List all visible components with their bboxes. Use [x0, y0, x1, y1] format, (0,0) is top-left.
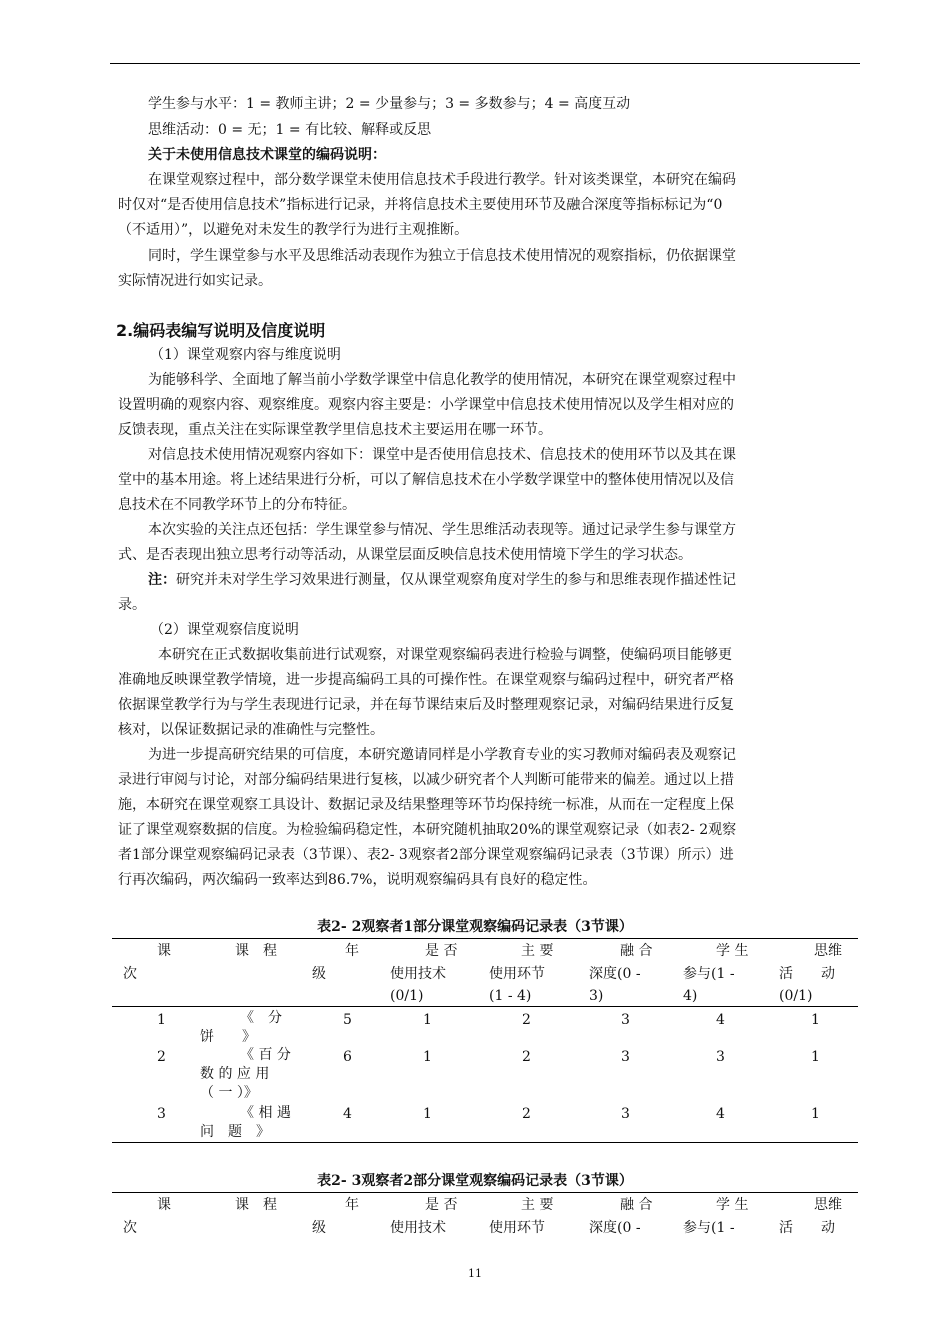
paragraph-line: 者1部分课堂观察编码记录表（3节课）、表2- 3观察者2部分课堂观察编码记录表（3节课）所示）进: [118, 847, 734, 863]
table2-header: 次: [123, 1220, 137, 1236]
paragraph-line: 施，本研究在课堂观察工具设计、数据记录及结果整理等环节均保持统一标准，从而在一定程度上保: [118, 797, 734, 813]
paragraph-line: 反馈表现，重点关注在实际课堂教学里信息技术主要运用在哪一环节。: [118, 422, 552, 438]
note-label: 注：: [148, 572, 176, 588]
table1-header: 年: [345, 943, 359, 959]
table-cell-stage: 2: [522, 1106, 531, 1122]
paragraph-line: 为进一步提高研究结果的可信度，本研究邀请同样是小学教育专业的实习教师对编码表及观察记: [148, 747, 736, 763]
paragraph-line: 同时，学生课堂参与水平及思维活动表现作为独立于信息技术使用情况的观察指标，仍依据课堂: [148, 248, 736, 264]
table-cell-stage: 2: [522, 1012, 531, 1028]
table1-header: 活 动: [779, 966, 835, 982]
header-rule: [110, 63, 860, 64]
paragraph-line: 本研究在正式数据收集前进行试观察，对课堂观察编码表进行检验与调整，使编码项目能够更: [158, 647, 732, 663]
table-cell-tech: 1: [423, 1106, 432, 1122]
table2-header: 思维: [814, 1197, 842, 1213]
table1-header: 思维: [814, 943, 842, 959]
table1-header: 4): [683, 988, 698, 1004]
table1-header: 学 生: [716, 943, 749, 959]
paragraph-line: 录。: [118, 597, 146, 613]
table-cell-course: 问 题 》: [200, 1124, 270, 1140]
table1-header: 融 合: [620, 943, 653, 959]
table1-header: (0/1): [779, 988, 813, 1004]
table-cell-no: 2: [157, 1049, 166, 1065]
table-cell-part: 4: [716, 1012, 725, 1028]
table2-header: 融 合: [620, 1197, 653, 1213]
table1-header: 3): [589, 988, 604, 1004]
subsection-title: （1）课堂观察内容与维度说明: [150, 347, 341, 363]
table2-header: 深度(0 -: [589, 1220, 641, 1236]
table2-header: 主 要: [521, 1197, 554, 1213]
paragraph-line: 息技术在不同教学环节上的分布特征。: [118, 497, 356, 513]
paragraph-line: 本次实验的关注点还包括：学生课堂参与情况、学生思维活动表现等。通过记录学生参与课堂方: [148, 522, 736, 538]
table-cell-depth: 3: [621, 1049, 630, 1065]
table1-header: 深度(0 -: [589, 966, 641, 982]
table2-header: 参与(1 -: [683, 1220, 735, 1236]
subheading: 关于未使用信息技术课堂的编码说明：: [148, 147, 386, 163]
table1-header: 课: [157, 943, 171, 959]
table-cell-part: 3: [716, 1049, 725, 1065]
table1-bottom-rule: [112, 1142, 858, 1143]
paragraph-line: 在课堂观察过程中，部分数学课堂未使用信息技术手段进行教学。针对该类课堂，本研究在编码: [148, 172, 736, 188]
paragraph-line: 思维活动：0 = 无；1 = 有比较、解释或反思: [148, 122, 432, 138]
note-line: [148, 570, 736, 590]
table1-header: 参与(1 -: [683, 966, 735, 982]
table-cell-course: 《 相 遇: [240, 1105, 291, 1121]
table2-top-rule: [112, 1192, 858, 1193]
table-cell-no: 3: [157, 1106, 166, 1122]
table-cell-course: （ 一 ）》: [200, 1085, 258, 1101]
paragraph-line: 堂中的基本用途。将上述结果进行分析，可以了解信息技术在小学数学课堂中的整体使用情况以及信: [118, 472, 734, 488]
paragraph-line: 对信息技术使用情况观察内容如下：课堂中是否使用信息技术、信息技术的使用环节以及其在课: [148, 447, 736, 463]
paragraph-line: 为能够科学、全面地了解当前小学数学课堂中信息化教学的使用情况，本研究在课堂观察过程中: [148, 372, 736, 388]
subsection-title: （2）课堂观察信度说明: [150, 622, 299, 638]
table1-header: (1 - 4): [489, 988, 532, 1004]
table2-header: 课 程: [235, 1197, 277, 1213]
paragraph-line: 录进行审阅与讨论，对部分编码结果进行复核，以减少研究者个人判断可能带来的偏差。通过以上措: [118, 772, 734, 788]
table2-header: 使用环节: [489, 1220, 545, 1236]
table-cell-stage: 2: [522, 1049, 531, 1065]
table1-header: 是 否: [425, 943, 458, 959]
paragraph-line: （不适用）”，以避免对未发生的教学行为进行主观推断。: [118, 222, 469, 238]
table-cell-course: 《 分: [240, 1010, 282, 1026]
table2-header: 活 动: [779, 1220, 835, 1236]
table1-header: (0/1): [390, 988, 424, 1004]
table1-header: 使用技术: [390, 966, 446, 982]
paragraph-line: 实际情况进行如实记录。: [118, 273, 272, 289]
table2-header: 是 否: [425, 1197, 458, 1213]
table-cell-no: 1: [157, 1012, 166, 1028]
note-text: 研究并未对学生学习效果进行测量，仅从课堂观察角度对学生的参与和思维表现作描述性记: [176, 572, 736, 588]
table-cell-course: 饼 》: [200, 1029, 256, 1045]
table-cell-depth: 3: [621, 1012, 630, 1028]
section-heading: 2.编码表编写说明及信度说明: [116, 321, 326, 340]
table-cell-think: 1: [811, 1049, 820, 1065]
table-cell-grade: 6: [343, 1049, 352, 1065]
paragraph-line: 核对，以保证数据记录的准确性与完整性。: [118, 722, 384, 738]
paragraph-line: 证了课堂观察数据的信度。为检验编码稳定性，本研究随机抽取20%的课堂观察记录（如表2- 2观察: [118, 822, 737, 838]
paragraph-line: 准确地反映课堂教学情境，进一步提高编码工具的可操作性。在课堂观察与编码过程中，研究者严格: [118, 672, 734, 688]
table1-header: 主 要: [521, 943, 554, 959]
table2-caption: 表2- 3观察者2部分课堂观察编码记录表（3节课）: [317, 1173, 633, 1189]
table-cell-grade: 5: [343, 1012, 352, 1028]
table-cell-part: 4: [716, 1106, 725, 1122]
table1-header: 使用环节: [489, 966, 545, 982]
table1-caption: 表2- 2观察者1部分课堂观察编码记录表（3节课）: [317, 919, 633, 935]
paragraph-line: 学生参与水平：1 = 教师主讲；2 = 少量参与；3 = 多数参与；4 = 高度互动: [148, 96, 631, 112]
table1-top-rule: [112, 938, 858, 939]
table1-header: 级: [312, 966, 326, 982]
paragraph-line: 行再次编码，两次编码一致率达到86.7%，说明观察编码具有良好的稳定性。: [118, 872, 597, 888]
table-cell-course: 数 的 应 用: [200, 1066, 270, 1082]
paragraph-line: 时仅对“是否使用信息技术”指标进行记录，并将信息技术主要使用环节及融合深度等指标标记为“0: [118, 197, 723, 213]
table-cell-think: 1: [811, 1012, 820, 1028]
table-cell-grade: 4: [343, 1106, 352, 1122]
paragraph-line: 依据课堂教学行为与学生表现进行记录，并在每节课结束后及时整理观察记录，对编码结果进行反复: [118, 697, 734, 713]
table-cell-tech: 1: [423, 1012, 432, 1028]
table-cell-think: 1: [811, 1106, 820, 1122]
paragraph-line: 式、是否表现出独立思考行动等活动，从课堂层面反映信息技术使用情境下学生的学习状态。: [118, 547, 692, 563]
table2-header: 年: [345, 1197, 359, 1213]
table-cell-tech: 1: [423, 1049, 432, 1065]
table-cell-depth: 3: [621, 1106, 630, 1122]
table2-header: 级: [312, 1220, 326, 1236]
table1-header: 课 程: [235, 943, 277, 959]
table-cell-course: 《 百 分: [240, 1047, 291, 1063]
table2-header: 使用技术: [390, 1220, 446, 1236]
table1-mid-rule: [112, 1006, 858, 1007]
table2-header: 课: [157, 1197, 171, 1213]
table2-header: 学 生: [716, 1197, 749, 1213]
page-number: 11: [468, 1267, 482, 1280]
table1-header: 次: [123, 966, 137, 982]
paragraph-line: 设置明确的观察内容、观察维度。观察内容主要是：小学课堂中信息技术使用情况以及学生相对应的: [118, 397, 734, 413]
